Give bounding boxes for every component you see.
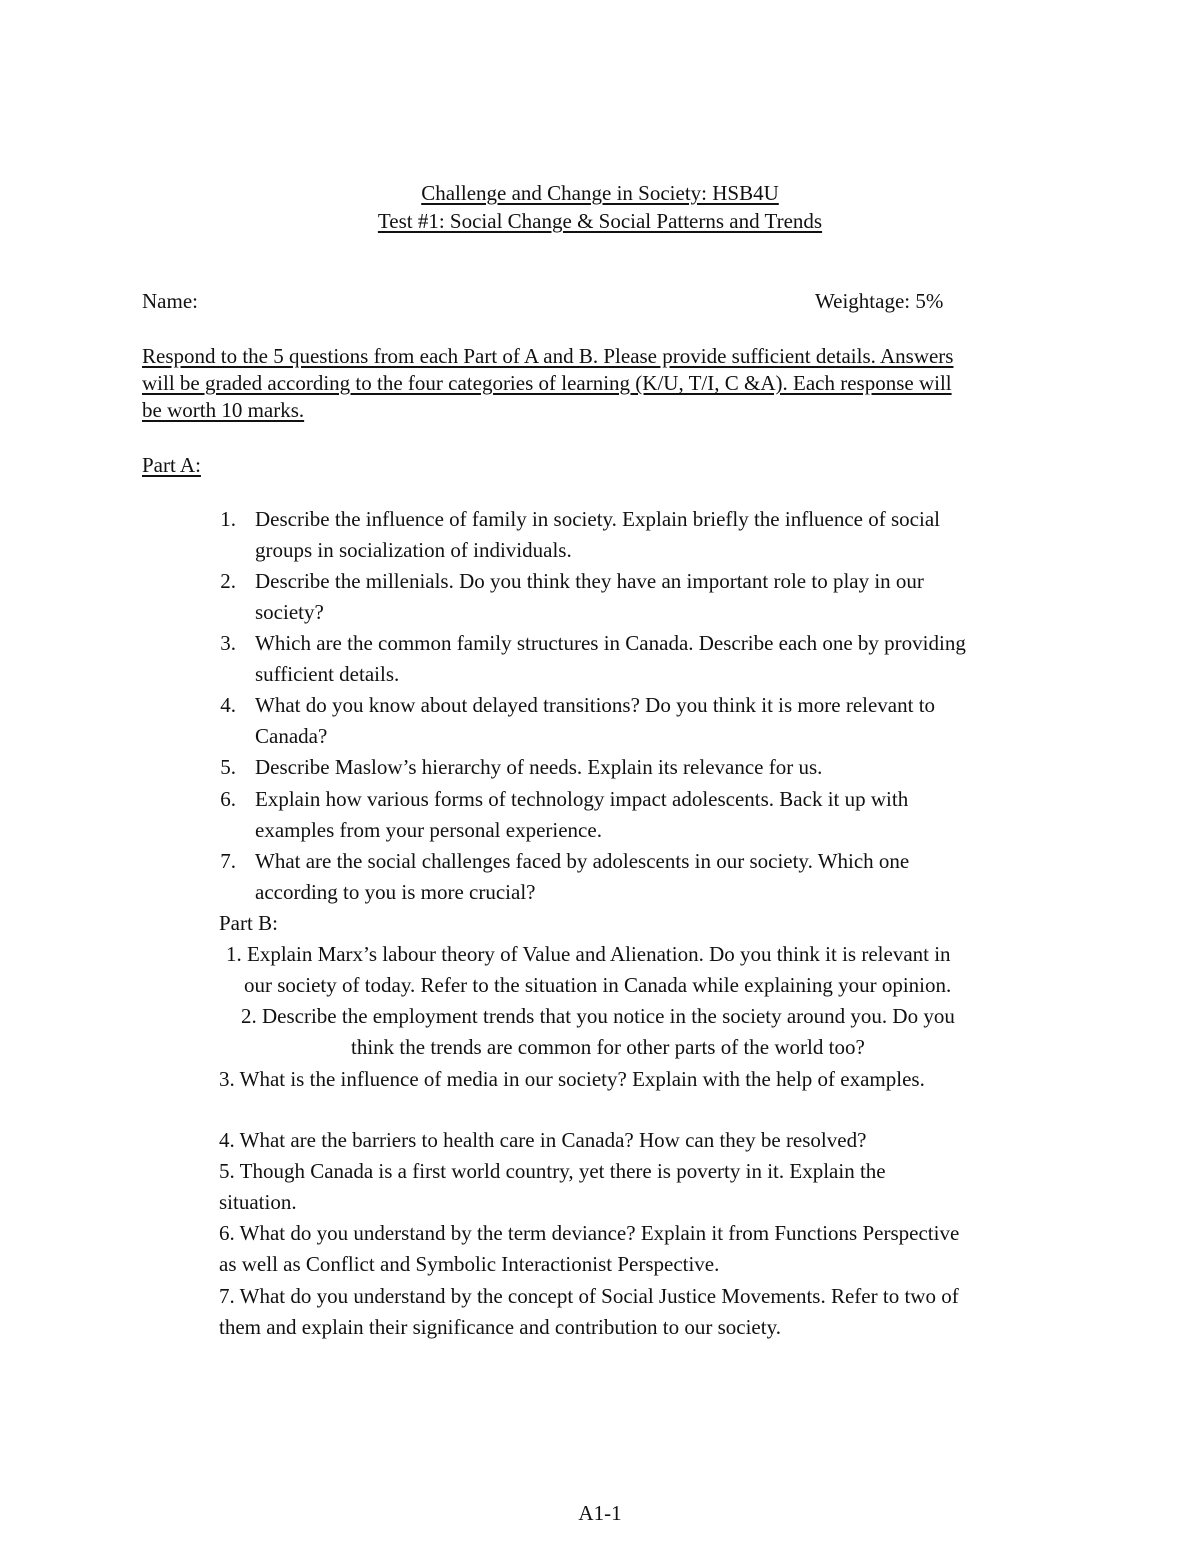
question-text: Describe the millenials. Do you think they have an important role to play in our [255,569,924,593]
list-item: our society of today. Refer to the situation in Canada while explaining your opinion. [244,973,952,997]
list-item: 3. What is the influence of media in our society? Explain with the help of examples. [219,1067,925,1091]
question-text: Which are the common family structures in Canada. Describe each one by providing [255,631,966,655]
question-text: What are the social challenges faced by adolescents in our society. Which one [255,849,910,873]
question-text: Describe the influence of family in society. Explain briefly the influence of social [255,507,940,531]
instruction-line: Respond to the 5 questions from each Part of A and B. Please provide sufficient details. Answers [142,344,954,368]
page-number: A1-1 [578,1501,622,1525]
list-item: think the trends are common for other parts of the world too? [351,1035,865,1059]
question-text: society? [255,600,324,624]
question-number: 2. [220,569,236,593]
list-item: as well as Conflict and Symbolic Interactionist Perspective. [219,1252,720,1276]
part-a-heading: Part A: [142,453,201,477]
list-item: 6. What do you understand by the term deviance? Explain it from Functions Perspective [219,1221,960,1245]
question-number: 6. [220,787,236,811]
part-b-heading: Part B: [219,911,278,935]
question-text: Explain how various forms of technology impact adolescents. Back it up with [255,787,909,811]
name-label: Name: [142,289,198,313]
list-item: them and explain their significance and contribution to our society. [219,1315,781,1339]
question-number: 4. [220,693,236,717]
list-item: 1. Explain Marx’s labour theory of Value and Alienation. Do you think it is relevant in [226,942,951,966]
question-text: What do you know about delayed transitions? Do you think it is more relevant to [255,693,936,717]
weightage-label: Weightage: 5% [815,289,944,313]
list-item: 4. What are the barriers to health care in Canada? How can they be resolved? [219,1128,867,1152]
document-subtitle: Test #1: Social Change & Social Patterns and Trends [377,209,823,233]
question-text: examples from your personal experience. [255,818,602,842]
question-text: Describe Maslow’s hierarchy of needs. Explain its relevance for us. [255,755,823,779]
list-item: situation. [219,1190,297,1214]
list-item: 7. What do you understand by the concept of Social Justice Movements. Refer to two of [219,1284,959,1308]
instruction-line: be worth 10 marks. [142,398,305,422]
instruction-line: will be graded according to the four categories of learning (K/U, T/I, C &A). Each response will [142,371,952,395]
question-text: Canada? [255,724,328,748]
list-item: 5. Though Canada is a first world country, yet there is poverty in it. Explain the [219,1159,886,1183]
question-number: 7. [220,849,236,873]
question-number: 5. [220,755,236,779]
question-number: 3. [220,631,236,655]
question-number: 1. [220,507,236,531]
question-text: groups in socialization of individuals. [255,538,572,562]
document-title: Challenge and Change in Society: HSB4U [421,181,779,205]
question-text: according to you is more crucial? [255,880,536,904]
list-item: 2. Describe the employment trends that you notice in the society around you. Do you [241,1004,955,1028]
question-text: sufficient details. [255,662,400,686]
